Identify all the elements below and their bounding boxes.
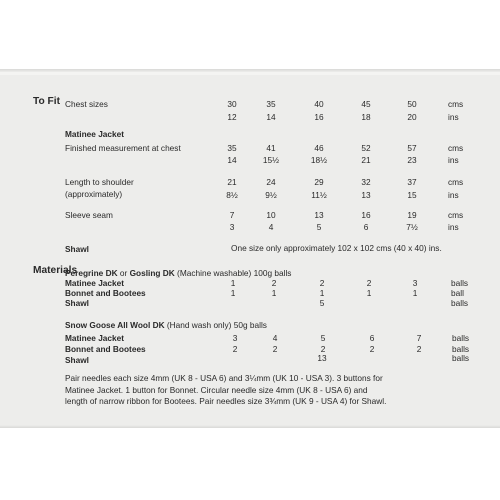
length-label: Length to shoulder xyxy=(65,177,134,187)
finished-label: Finished measurement at chest xyxy=(65,143,181,153)
snow-goose-matinee-3: 5 xyxy=(320,333,326,343)
peregrine-matinee-2: 2 xyxy=(271,278,277,288)
sleeve-ins-5: 7½ xyxy=(406,222,418,232)
snow-goose-bonnet-label: Bonnet and Bootees xyxy=(65,344,146,354)
sleeve-ins-2: 4 xyxy=(268,222,274,232)
sleeve-cms-5: 19 xyxy=(407,210,417,220)
length-ins-2: 9½ xyxy=(265,190,277,200)
chest-cms-1: 30 xyxy=(227,99,237,109)
chest-ins-5: 20 xyxy=(407,112,417,122)
to-fit-heading: To Fit xyxy=(33,96,60,107)
sleeve-cms-4: 16 xyxy=(361,210,371,220)
peregrine-shawl-label: Shawl xyxy=(65,298,89,308)
snow-goose-bonnet-1: 2 xyxy=(232,344,238,354)
peregrine-title-or: or xyxy=(117,268,130,278)
snow-goose-bonnet-3: 2 xyxy=(320,344,326,354)
materials-notes-line-3: length of narrow ribbon for Bootees. Pair needles size 3¾mm (UK 9 - USA 4) for Shawl. xyxy=(65,396,387,406)
snow-goose-matinee-1: 3 xyxy=(232,333,238,343)
snow-goose-yarn-name: Snow Goose All Wool DK xyxy=(65,320,165,330)
finished-ins-1: 14 xyxy=(227,155,237,165)
peregrine-matinee-1: 1 xyxy=(230,278,236,288)
chest-ins-1: 12 xyxy=(227,112,237,122)
sleeve-unit-ins: ins xyxy=(448,222,459,232)
materials-notes-line-1: Pair needles each size 4mm (UK 8 - USA 6) and 3¼mm (UK 10 - USA 3). 3 buttons for xyxy=(65,373,383,383)
peregrine-matinee-unit: balls xyxy=(451,278,469,288)
peregrine-bonnet-4: 1 xyxy=(366,288,372,298)
matinee-jacket-label: Matinee Jacket xyxy=(65,129,125,139)
finished-ins-2: 15½ xyxy=(262,155,280,165)
sleeve-unit-cms: cms xyxy=(448,210,464,220)
snow-goose-bonnet-2: 2 xyxy=(272,344,278,354)
snow-goose-bonnet-4: 2 xyxy=(369,344,375,354)
length-cms-1: 21 xyxy=(227,177,237,187)
peregrine-shawl-unit: balls xyxy=(451,298,469,308)
length-ins-5: 15 xyxy=(407,190,417,200)
sleeve-ins-4: 6 xyxy=(363,222,369,232)
peregrine-title xyxy=(65,268,291,278)
length-label-approx: (approximately) xyxy=(65,189,123,199)
chest-cms-5: 50 xyxy=(407,99,417,109)
finished-cms-4: 52 xyxy=(361,143,371,153)
chest-ins-4: 18 xyxy=(361,112,371,122)
peregrine-bonnet-2: 1 xyxy=(271,288,277,298)
chest-unit-cms: cms xyxy=(448,99,464,109)
shawl-label: Shawl xyxy=(65,244,89,254)
length-cms-4: 32 xyxy=(361,177,371,187)
top-margin xyxy=(0,0,500,72)
sleeve-cms-1: 7 xyxy=(229,210,235,220)
sleeve-ins-3: 5 xyxy=(316,222,322,232)
peregrine-bonnet-3: 1 xyxy=(319,288,325,298)
materials-notes-line-2: Matinee Jacket. 1 button for Bonnet. Circular needle size 4mm (UK 8 - USA 6) and xyxy=(65,384,368,395)
chest-label: Chest sizes xyxy=(65,99,108,109)
chest-cms-4: 45 xyxy=(361,99,371,109)
finished-ins-4: 21 xyxy=(361,155,371,165)
snow-goose-shawl-label: Shawl xyxy=(65,355,89,365)
shawl-size-text: One size only approximately 102 x 102 cms (40 x 40) ins. xyxy=(231,243,442,253)
length-ins-4: 13 xyxy=(361,190,371,200)
peregrine-matinee-3: 2 xyxy=(319,278,325,288)
sleeve-cms-2: 10 xyxy=(266,210,276,220)
chest-ins-3: 16 xyxy=(314,112,324,122)
snow-goose-bonnet-5: 2 xyxy=(416,344,422,354)
sleeve-label: Sleeve seam xyxy=(65,210,113,220)
peregrine-matinee-label: Matinee Jacket xyxy=(65,278,125,288)
chest-cms-2: 35 xyxy=(266,99,276,109)
materials-heading: Materials xyxy=(33,265,78,276)
peregrine-matinee-5: 3 xyxy=(412,278,418,288)
length-cms-2: 24 xyxy=(266,177,276,187)
chest-unit-ins: ins xyxy=(448,112,459,122)
length-ins-1: 8½ xyxy=(226,190,238,200)
snow-goose-bonnet-unit: balls xyxy=(452,344,470,354)
length-cms-5: 37 xyxy=(407,177,417,187)
snow-goose-matinee-unit: balls xyxy=(452,333,470,343)
snow-goose-matinee-5: 7 xyxy=(416,333,422,343)
finished-cms-3: 46 xyxy=(314,143,324,153)
peregrine-bonnet-label: Bonnet and Bootees xyxy=(65,288,146,298)
bottom-margin xyxy=(0,425,500,500)
finished-unit-cms: cms xyxy=(448,143,464,153)
finished-cms-2: 41 xyxy=(266,143,276,153)
finished-ins-3: 18½ xyxy=(310,155,328,165)
snow-goose-matinee-label: Matinee Jacket xyxy=(65,333,125,343)
length-cms-3: 29 xyxy=(314,177,324,187)
peregrine-shawl-3: 5 xyxy=(319,298,325,308)
gosling-yarn-name: Gosling DK xyxy=(129,268,175,278)
chest-cms-3: 40 xyxy=(314,99,324,109)
snow-goose-title xyxy=(65,320,267,330)
peregrine-bonnet-5: 1 xyxy=(412,288,418,298)
finished-unit-ins: ins xyxy=(448,155,459,165)
length-unit-cms: cms xyxy=(448,177,464,187)
peregrine-bonnet-1: 1 xyxy=(230,288,236,298)
sleeve-cms-3: 13 xyxy=(314,210,324,220)
sleeve-ins-1: 3 xyxy=(229,222,235,232)
finished-cms-1: 35 xyxy=(227,143,237,153)
snow-goose-title-rest: (Hand wash only) 50g balls xyxy=(164,320,267,330)
finished-ins-5: 23 xyxy=(407,155,417,165)
snow-goose-shawl-3: 13 xyxy=(317,353,327,363)
peregrine-matinee-4: 2 xyxy=(366,278,372,288)
snow-goose-matinee-4: 6 xyxy=(369,333,375,343)
snow-goose-matinee-2: 4 xyxy=(272,333,278,343)
length-ins-3: 11½ xyxy=(311,190,327,200)
length-unit-ins: ins xyxy=(448,190,459,200)
chest-ins-2: 14 xyxy=(266,112,276,122)
peregrine-bonnet-unit: ball xyxy=(451,288,464,298)
finished-cms-5: 57 xyxy=(407,143,417,153)
peregrine-yarn-name: Peregrine DK xyxy=(65,268,118,278)
snow-goose-shawl-unit: balls xyxy=(452,353,470,363)
peregrine-title-rest: (Machine washable) 100g balls xyxy=(174,268,292,278)
